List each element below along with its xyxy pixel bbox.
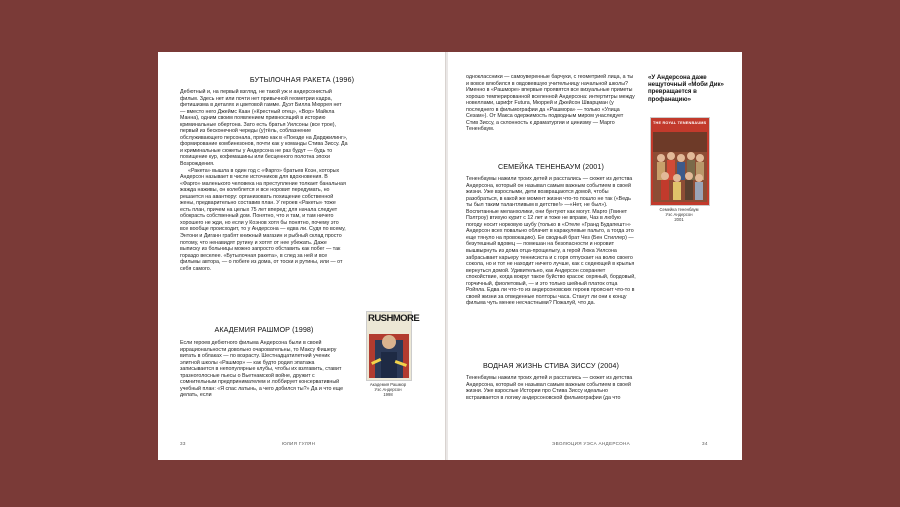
paragraph: Тененбаумы нажили троих детей и расстались — сюжет из детства Андерсона, который он называл самым важным событием в своей жизни. Уже взрослыми, дети возвращаются домой, чтобы разобраться, в какой же момент жизни что-то пошло не так («Ведь ты был таким талантливым в детстве!» —«Нет, не был»). Воспитанные меланхолики, они бунтуют как могут. Марго (Гвинет Пэлтроу) втихую курит с 12 лет и тоже не вправе, Чаз в любую погоду носит норковую шубу (только в «Отеле «Гранд Будапешт»» Андерсон всех повально облачит в каракулевые пальто, а тогда это еще тянуло на провокацию). Ее сводный брат Чез (Бен Стиллер) — безутешный вдовец — помешан на безопасности и норовит вышвырнуть из дома отца-прощелыгу, а герой Люка Уилсона забрасывает карьеру теннисиста и с горя отпускает на волю своего сокола, но и тот не находит ничего лучше, как с седеющей в крылья вернуться домой. Удивительно, как Андерсон сохраняет спокойствие, когда вокруг такое буйство красок: охряный, бордовый, горчичный, фиолетовый, — и это только шейный платок отца Ройяла. Едва ли что-то из андерсоновских героев прояснит что-то в своей жизни за отведенные полторы часа. Станут ли они к концу фильма чуть менее несчастными? Пожалуй, что да. [466,176,636,307]
paragraph: одноклассники — самоуверенные барчуки, с геометрией лица, а ты и вовсе влюбился в овдовевшую учительницу начальной школы? Именно в «Рашморе» впервые проявятся все визуальные приметы хорошо темперированной вселенной Андерсона: интертитры между новеллами, шрифт Futura, Мюррей и Джейсон Шварцман (у последнего в фильмографии да «Рашмора» — только «Улица Сезам»). От Макса одержимость подводным миром унаследует Стив Зиссу, а склонность к драматургии и цинизму — Марго Тененбаум. [466,74,635,133]
footer-title: ЭВОЛЮЦИЯ УЭСА АНДЕРСОНА [552,441,630,446]
rushmore-caption [360,382,416,397]
left-text-block-1 [180,89,348,272]
tenenbaums-poster [650,117,710,206]
page-number-right: 34 [702,441,708,446]
caption-director: Уэс Андерсон [374,387,402,392]
caption-year: 2001 [674,217,684,222]
paragraph: Тененбаумы нажили троих детей и расстались — сюжет из детства Андерсона, который он называл самым важным событием в своей жизни. Уже взрослые Истории про Стива Зиссу идеально встраивается в логику андерсоновской фильмографии (да что [466,375,633,401]
heading-bottle-rocket: БУТЫЛОЧНАЯ РАКЕТА (1996) [249,75,355,84]
heading-life-aquatic: ВОДНАЯ ЖИЗНЬ СТИВА ЗИССУ (2004) [482,361,620,370]
footer-author: ЮЛИЯ ГУЛЯН [282,441,316,446]
pull-quote: «У Андерсона даже нещуточный «Моби Дик» превращается в профанацию» [648,74,724,103]
tenenbaums-caption [646,207,712,222]
paragraph: Если героев дебютного фильма Андерсона были в своей иррациональности довольно очаровательны, то Максу Фишеру витать в облаках — по возрасту. Шестнадцатилетний ученик элитной школы «Рашмор» — как будто родил эпатажа записывается в непопулярные клубы, чтобы их взлгавить, ставит тразноголосные пьесы о Вьетнамской войне, дружит с сомнительным предпринимателем и лоббирует консервативный учебный план: «Я спас латынь, а чего добился ты?» Да и что еще делать, если [180,340,344,399]
caption-director: Уэс Андерсон [665,212,693,217]
caption-title: Академия Рашмор [369,382,407,387]
tenenbaums-poster-art [651,118,709,205]
page-number-left: 33 [180,441,186,446]
right-text-block-1 [466,74,636,133]
paragraph: «Ракета» вышла в один год с «Фарго» братьев Коэн, которых Андерсон называет в числе источников для вдохновения. В «Фарго» маленького человека на преступление толкает банальная жажда наживы, он колеблется и все норовит передумать, но решается на авантюру: организовать похищение собственной жены, предварительно составив план. У героев «Ракеты» тоже есть план, причем на целых 75 лет вперед; для начала следует обокрасть собственный дом. Понятно, что и там, и там ничего хорошего не жди, но если у Коэнов хотя бы понятно, почему это все вообще происходит, то у Андерсона — едва ли. Судя по всему, Энтони и Диганн грабят книжный магазин и рыбный склад просто потому, что ненавидят рутину и хотят от нее убежать. Даже выписку из больницы можно запросто обставить как побег — так гораздо веселее. «Бутылочная ракета», в след за ней и все фильмы автора, — о побеге из дома, от тоски и рутины, или — от себя самого. [180,167,346,272]
heading-tenenbaums: СЕМЕЙКА ТЕНЕНБАУМ (2001) [497,162,605,171]
right-text-block-2 [466,176,636,307]
rushmore-poster [366,311,420,381]
heading-rushmore: АКАДЕМИЯ РАШМОР (1998) [214,325,314,334]
paragraph: Дебютный и, на первый взгляд, не такой уж и андерсонистый фильм. Здесь нет или почти нет привычной геометрии кадра, фетишизма в деталях и цветовой гамме. Дуэт Билла Мюррея нет — вместо него Джеймс Каан («Крестный отец», «Вор» Майкла Манна), одним своим появлением привносящий в историю криминальные обертона. Зато есть братья Уилсоны (все трое), первый из бесконечной череды (у)тёль, соблазнение обслуживающего персонала, прямо как в «Поезде на Дарджилинг», формирование комбинезонов, почти как у команды Стива Зиссу. Да и криминальные сюжеты у Андерсона не раз будут — будь то похищение кур, кофемашины или бесценного полотна эпохи Возрождения. [180,89,348,168]
caption-year: 1998 [383,392,393,397]
left-text-block-2 [180,340,348,399]
right-text-block-3 [466,375,636,401]
caption-title: Семейка тененбаум [659,207,699,212]
tenenbaums-poster-title: THE ROYAL TENENBAUMS [653,121,707,125]
rushmore-poster-title: RUSHMORE [368,313,420,324]
